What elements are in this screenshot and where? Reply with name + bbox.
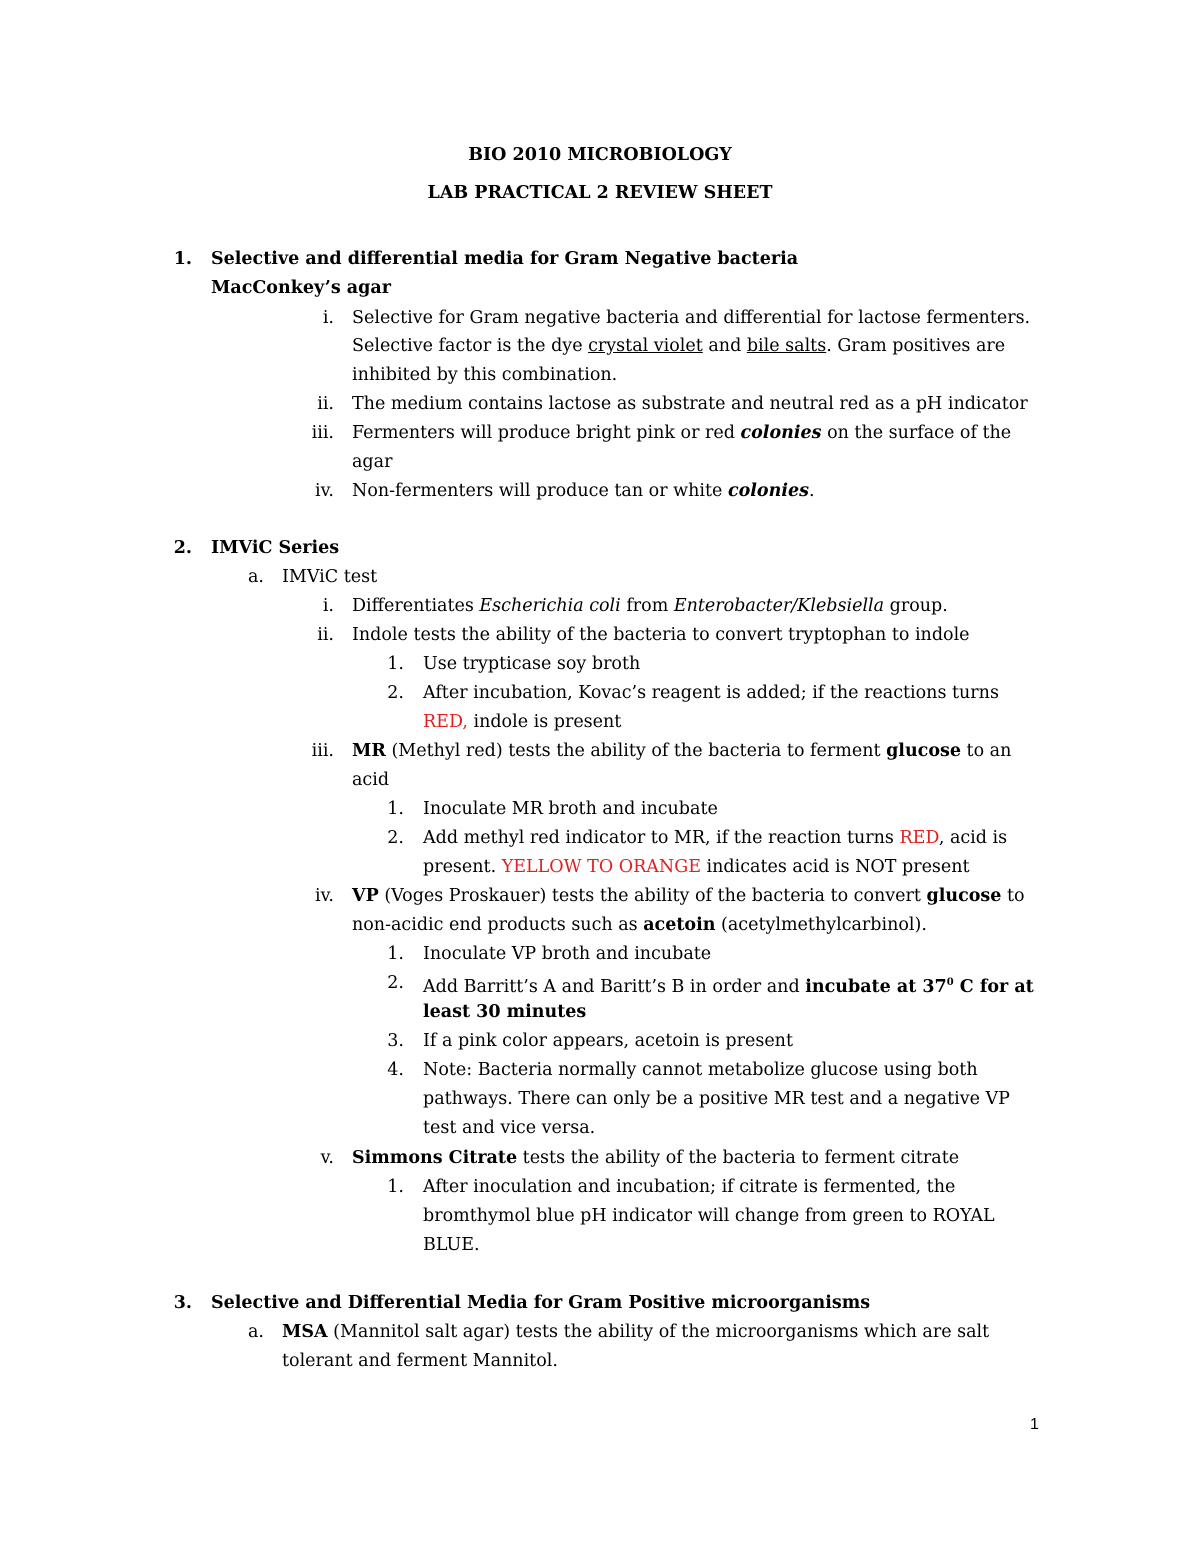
document-title: BIO 2010 MICROBIOLOGY	[468, 145, 732, 165]
s1-item-ii: The medium contains lactose as substrate and neutral red as a pH indicator	[352, 394, 1028, 414]
s2-item-i: Differentiates Escherichia coli from Enterobacter/Klebsiella group.	[352, 596, 948, 616]
list-marker: ii.	[317, 394, 334, 414]
list-marker: 4.	[387, 1060, 404, 1080]
list-marker: 2.	[387, 683, 404, 703]
s1-item-iv: Non-fermenters will produce tan or white colonies.	[352, 481, 815, 501]
section-2-heading: IMViC Series	[211, 538, 340, 558]
list-marker: 1.	[387, 654, 404, 674]
section-3-number: 3.	[173, 1293, 192, 1313]
s2-v-step-1-line2: bromthymol blue pH indicator will change from green to ROYAL	[423, 1206, 995, 1226]
list-marker: 2.	[387, 828, 404, 848]
s2-iv-step-4-line1: Note: Bacteria normally cannot metabolize glucose using both	[423, 1060, 978, 1080]
s2-v-step-1-line3: BLUE.	[423, 1235, 480, 1255]
s2-iii-step-2-line1: Add methyl red indicator to MR, if the reaction turns RED, acid is	[423, 828, 1008, 848]
list-marker: ii.	[317, 625, 334, 645]
list-marker: v.	[320, 1148, 334, 1168]
s2-iii-step-1: Inoculate MR broth and incubate	[423, 799, 718, 819]
list-marker: iii.	[311, 423, 334, 443]
s2-iv-step-4-line2: pathways. There can only be a positive MR test and a negative VP	[423, 1089, 1010, 1109]
s2-item-iv-line2: non-acidic end products such as acetoin (acetylmethylcarbinol).	[352, 915, 927, 935]
list-marker: 1.	[387, 944, 404, 964]
section-1-number: 1.	[173, 249, 192, 269]
s2-iv-step-4-line3: test and vice versa.	[423, 1118, 596, 1138]
s2-item-a: IMViC test	[282, 567, 378, 587]
s2-iv-step-2-line1: Add Barritt’s A and Baritt’s B in order and incubate at $37^0$ C for at	[423, 976, 1034, 997]
section-1-subheading: MacConkey’s agar	[211, 278, 391, 298]
s2-v-step-1-line1: After inoculation and incubation; if citrate is fermented, the	[423, 1177, 956, 1197]
s2-item-iv-line1: VP (Voges Proskauer) tests the ability of the bacteria to convert glucose to	[352, 886, 1025, 906]
list-marker: 2.	[387, 973, 404, 993]
section-2-number: 2.	[173, 538, 192, 558]
s2-item-v: Simmons Citrate tests the ability of the bacteria to ferment citrate	[352, 1148, 960, 1168]
list-marker: i.	[322, 308, 334, 328]
s2-ii-step-2-line2: RED, indole is present	[423, 712, 622, 732]
list-marker: a.	[248, 1322, 264, 1342]
document-subtitle: LAB PRACTICAL 2 REVIEW SHEET	[427, 183, 773, 203]
s3-item-a-line2: tolerant and ferment Mannitol.	[282, 1351, 558, 1371]
s2-iv-step-2-line2: least 30 minutes	[423, 1002, 587, 1022]
list-marker: 1.	[387, 1177, 404, 1197]
list-marker: 3.	[387, 1031, 404, 1051]
list-marker: iv.	[315, 886, 334, 906]
s1-item-i-line3: inhibited by this combination.	[352, 365, 618, 385]
section-1-heading: Selective and differential media for Gram Negative bacteria	[211, 249, 799, 269]
list-marker: iii.	[311, 741, 334, 761]
page-number: 1	[1030, 1416, 1039, 1433]
s1-item-i-line2: Selective factor is the dye crystal violet and bile salts. Gram positives are	[352, 336, 1006, 356]
s2-ii-step-1: Use trypticase soy broth	[423, 654, 641, 674]
s2-item-iii-line2: acid	[352, 770, 390, 790]
s2-iv-step-3: If a pink color appears, acetoin is present	[423, 1031, 793, 1051]
s2-ii-step-2-line1: After incubation, Kovac’s reagent is added; if the reactions turns	[423, 683, 999, 703]
s2-iv-step-1: Inoculate VP broth and incubate	[423, 944, 712, 964]
s1-item-i-line1: Selective for Gram negative bacteria and differential for lactose fermenters.	[352, 308, 1031, 328]
list-marker: a.	[248, 567, 264, 587]
list-marker: 1.	[387, 799, 404, 819]
list-marker: iv.	[315, 481, 334, 501]
s3-item-a-line1: MSA (Mannitol salt agar) tests the ability of the microorganisms which are salt	[282, 1322, 990, 1342]
list-marker: i.	[322, 596, 334, 616]
section-3-heading: Selective and Differential Media for Gram Positive microorganisms	[211, 1293, 871, 1313]
s1-item-iii-line1: Fermenters will produce bright pink or red colonies on the surface of the	[352, 423, 1012, 443]
s2-item-ii: Indole tests the ability of the bacteria to convert tryptophan to indole	[352, 625, 970, 645]
s2-iii-step-2-line2: present. YELLOW TO ORANGE indicates acid is NOT present	[423, 857, 970, 877]
s1-item-iii-line2: agar	[352, 452, 393, 472]
s2-item-iii-line1: MR (Methyl red) tests the ability of the bacteria to ferment glucose to an	[352, 741, 1012, 761]
